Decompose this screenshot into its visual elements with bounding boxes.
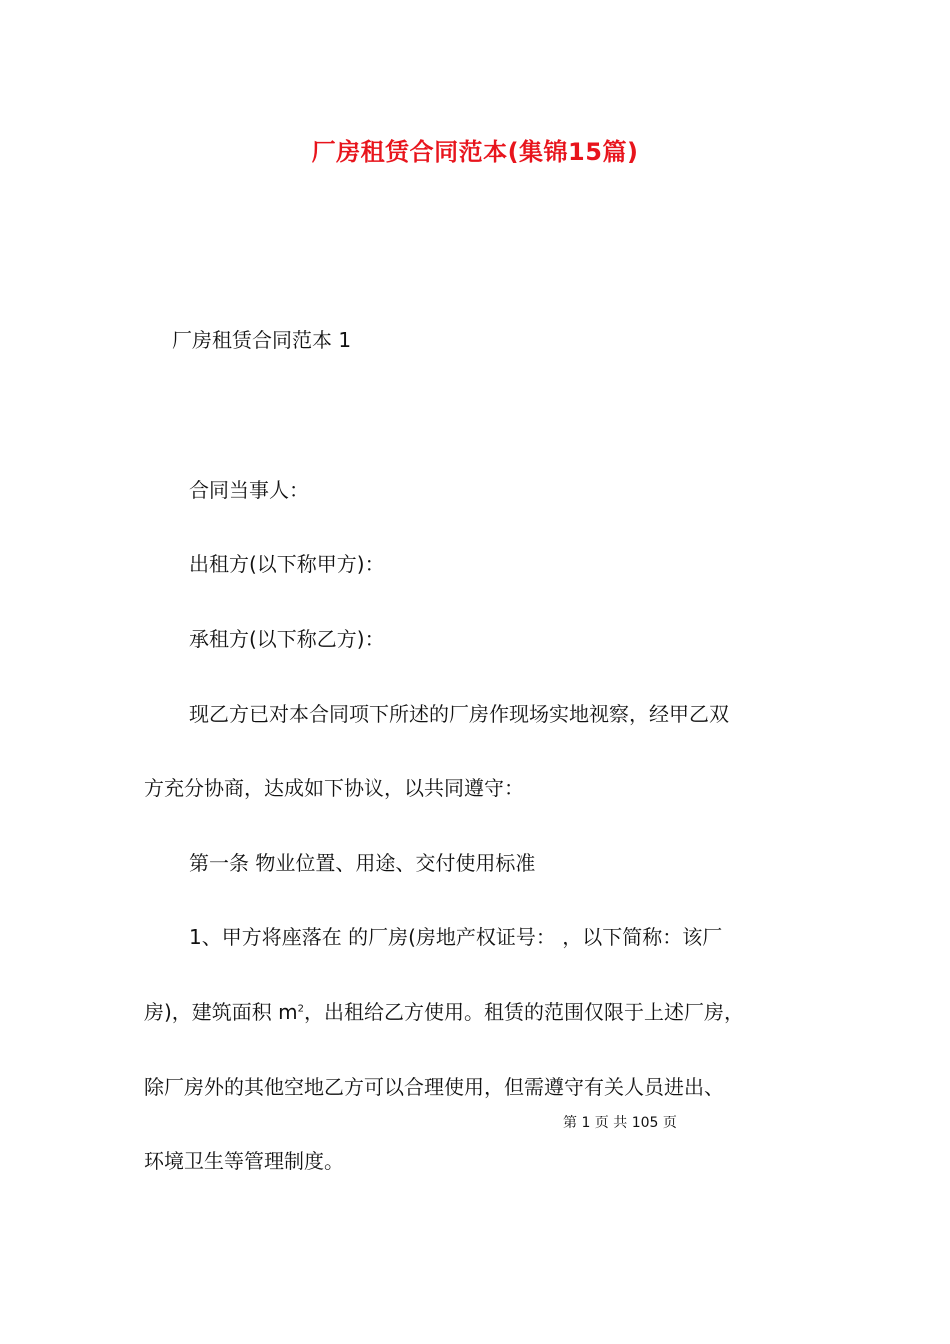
clause-1-line-2-text-b: ，出租给乙方使用。租赁的范围仅限于上述厂房， — [304, 1000, 745, 1024]
clause-1-line-4: 环境卫生等管理制度。 — [144, 1149, 344, 1173]
clause-1-line-2 — [144, 998, 744, 1026]
document-title: 厂房租赁合同范本(集锦15篇) — [311, 138, 639, 166]
paragraph-lessor: 出租方(以下称甲方)： — [189, 552, 385, 576]
clause-1-line-3: 除厂房外的其他空地乙方可以合理使用，但需遵守有关人员进出、 — [144, 1075, 724, 1099]
paragraph-lessee: 承租方(以下称乙方)： — [189, 627, 385, 651]
paragraph-agreement-line-2: 方充分协商，达成如下协议，以共同遵守： — [144, 776, 524, 800]
paragraph-agreement-line-1: 现乙方已对本合同项下所述的厂房作现场实地视察，经甲乙双 — [189, 702, 729, 726]
paragraph-parties: 合同当事人： — [189, 478, 309, 502]
article-one-heading: 第一条 物业位置、用途、交付使用标准 — [189, 851, 536, 875]
square-meter-superscript: 2 — [297, 1003, 305, 1015]
section-heading: 厂房租赁合同范本 1 — [172, 328, 352, 352]
clause-1-line-1: 1、甲方将座落在 的厂房(房地产权证号： ，以下简称：该厂 — [189, 925, 723, 949]
clause-1-line-2-text-a: 房)，建筑面积 m — [144, 1000, 298, 1024]
page-number-footer: 第 1 页 共 105 页 — [563, 1115, 677, 1131]
